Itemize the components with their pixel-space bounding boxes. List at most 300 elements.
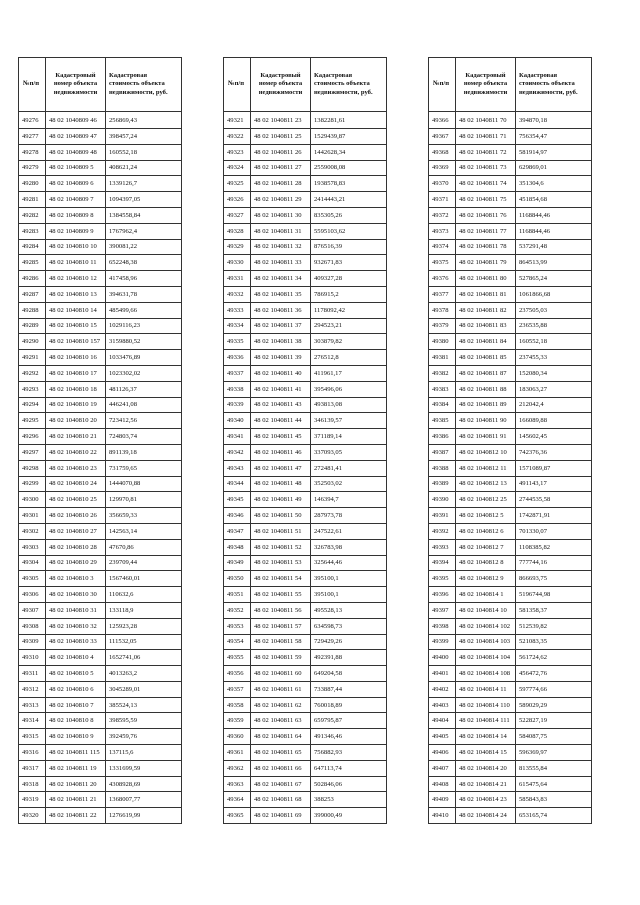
column-header-cadastral-value: Кадастровая стоимость объекта недвижимости, руб. — [106, 58, 182, 112]
cadastral-number-cell: 48 02 1040814 20 — [456, 760, 516, 776]
table-row — [19, 365, 182, 381]
cadastral-value-cell: 652248,38 — [106, 255, 182, 271]
cadastral-number-cell: 48 02 1040811 69 — [251, 808, 311, 824]
cadastral-value-cell: 408621,24 — [106, 160, 182, 176]
row-number-cell: 49298 — [19, 460, 46, 476]
table-row — [224, 587, 387, 603]
cadastral-value-cell: 634598,73 — [311, 618, 387, 634]
row-number-cell: 49302 — [19, 523, 46, 539]
row-number-cell: 49287 — [19, 286, 46, 302]
table-row — [429, 634, 592, 650]
table-row — [429, 492, 592, 508]
table-row — [429, 792, 592, 808]
cadastral-number-cell: 48 02 1040810 10 — [46, 239, 106, 255]
table-row — [224, 666, 387, 682]
table-row — [224, 176, 387, 192]
cadastral-value-cell: 276512,8 — [311, 350, 387, 366]
cadastral-value-cell: 1767962,4 — [106, 223, 182, 239]
table-row — [224, 397, 387, 413]
row-number-cell: 49282 — [19, 207, 46, 223]
cadastral-number-cell: 48 02 1040810 7 — [46, 697, 106, 713]
cadastral-value-cell: 597774,66 — [516, 681, 592, 697]
row-number-cell: 49293 — [19, 381, 46, 397]
cadastral-value-cell: 731759,65 — [106, 460, 182, 476]
row-number-cell: 49285 — [19, 255, 46, 271]
table-row — [19, 792, 182, 808]
column-header-cadastral-value: Кадастровая стоимость объекта недвижимости, руб. — [516, 58, 592, 112]
cadastral-value-cell: 596369,97 — [516, 745, 592, 761]
row-number-cell: 49295 — [19, 413, 46, 429]
row-number-cell: 49313 — [19, 697, 46, 713]
cadastral-number-cell: 48 02 1040810 11 — [46, 255, 106, 271]
cadastral-number-cell: 48 02 1040811 52 — [251, 539, 311, 555]
table-row — [19, 666, 182, 682]
row-number-cell: 49315 — [19, 729, 46, 745]
table-row — [429, 129, 592, 145]
cadastral-value-cell: 145602,45 — [516, 429, 592, 445]
cadastral-value-cell: 864513,99 — [516, 255, 592, 271]
cadastral-number-cell: 48 02 1040811 62 — [251, 697, 311, 713]
cadastral-number-cell: 48 02 1040811 22 — [46, 808, 106, 824]
table-row — [224, 476, 387, 492]
row-number-cell: 49305 — [19, 571, 46, 587]
cadastral-value-cell: 1384558,84 — [106, 207, 182, 223]
cadastral-value-cell: 287973,78 — [311, 508, 387, 524]
cadastral-number-cell: 48 02 1040811 28 — [251, 176, 311, 192]
cadastral-number-cell: 48 02 1040812 5 — [456, 508, 516, 524]
table-row — [19, 697, 182, 713]
cadastral-value-cell: 142563,14 — [106, 523, 182, 539]
table-row — [429, 381, 592, 397]
cadastral-number-cell: 48 02 1040811 56 — [251, 602, 311, 618]
cadastral-value-cell: 3045289,01 — [106, 681, 182, 697]
table-row — [224, 713, 387, 729]
cadastral-value-cell: 133118,9 — [106, 602, 182, 618]
row-number-cell: 49407 — [429, 760, 456, 776]
table-row — [19, 192, 182, 208]
cadastral-value-cell: 491143,17 — [516, 476, 592, 492]
cadastral-number-cell: 48 02 1040811 32 — [251, 239, 311, 255]
cadastral-value-cell: 395496,06 — [311, 381, 387, 397]
table-row — [19, 587, 182, 603]
row-number-cell: 49355 — [224, 650, 251, 666]
cadastral-number-cell: 48 02 1040810 19 — [46, 397, 106, 413]
table-row — [224, 760, 387, 776]
cadastral-value-cell: 160552,18 — [516, 334, 592, 350]
cadastral-value-cell: 2559008,08 — [311, 160, 387, 176]
cadastral-number-cell: 48 02 1040810 30 — [46, 587, 106, 603]
row-number-cell: 49346 — [224, 508, 251, 524]
table-row — [429, 555, 592, 571]
cadastral-value-cell: 446241,08 — [106, 397, 182, 413]
row-number-cell: 49365 — [224, 808, 251, 824]
row-number-cell: 49342 — [224, 444, 251, 460]
cadastral-value-cell: 589029,29 — [516, 697, 592, 713]
table-row — [19, 681, 182, 697]
column-header-cadastral-number: Кадастровый номер объекта недвижимости — [456, 58, 516, 112]
cadastral-value-cell: 4013263,2 — [106, 666, 182, 682]
row-number-cell: 49367 — [429, 129, 456, 145]
table-row — [19, 223, 182, 239]
table-row — [224, 160, 387, 176]
cadastral-number-cell: 48 02 1040811 88 — [456, 381, 516, 397]
cadastral-value-cell: 1331699,59 — [106, 760, 182, 776]
table-row — [429, 745, 592, 761]
cadastral-number-cell: 48 02 1040814 24 — [456, 808, 516, 824]
cadastral-number-cell: 48 02 1040809 48 — [46, 144, 106, 160]
cadastral-number-cell: 48 02 1040811 55 — [251, 587, 311, 603]
cadastral-value-cell: 152080,34 — [516, 365, 592, 381]
row-number-cell: 49377 — [429, 286, 456, 302]
table-row — [19, 650, 182, 666]
cadastral-value-cell: 756882,93 — [311, 745, 387, 761]
cadastral-number-cell: 48 02 1040810 32 — [46, 618, 106, 634]
row-number-cell: 49329 — [224, 239, 251, 255]
table-row — [429, 618, 592, 634]
cadastral-value-cell: 346139,57 — [311, 413, 387, 429]
cadastral-table-2 — [223, 57, 387, 824]
row-number-cell: 49299 — [19, 476, 46, 492]
cadastral-value-cell: 1061866,68 — [516, 286, 592, 302]
cadastral-value-cell: 485499,66 — [106, 302, 182, 318]
table-row — [19, 413, 182, 429]
table-row — [224, 129, 387, 145]
table-row — [19, 444, 182, 460]
row-number-cell: 49284 — [19, 239, 46, 255]
cadastral-number-cell: 48 02 1040810 5 — [46, 666, 106, 682]
cadastral-value-cell: 584087,75 — [516, 729, 592, 745]
table-row — [224, 144, 387, 160]
table-row — [429, 602, 592, 618]
row-number-cell: 49408 — [429, 776, 456, 792]
row-number-cell: 49278 — [19, 144, 46, 160]
cadastral-value-cell: 1382281,61 — [311, 112, 387, 129]
row-number-cell: 49288 — [19, 302, 46, 318]
cadastral-value-cell: 352503,02 — [311, 476, 387, 492]
table-row — [224, 792, 387, 808]
row-number-cell: 49387 — [429, 444, 456, 460]
table-row — [19, 112, 182, 129]
row-number-cell: 49399 — [429, 634, 456, 650]
row-number-cell: 49303 — [19, 539, 46, 555]
table-row — [224, 302, 387, 318]
cadastral-value-cell: 813555,84 — [516, 760, 592, 776]
cadastral-value-cell: 237505,03 — [516, 302, 592, 318]
cadastral-value-cell: 876516,39 — [311, 239, 387, 255]
cadastral-value-cell: 932671,83 — [311, 255, 387, 271]
table-row — [19, 334, 182, 350]
table-row — [224, 444, 387, 460]
table-row — [429, 729, 592, 745]
table-row — [224, 350, 387, 366]
column-header-cadastral-number: Кадастровый номер объекта недвижимости — [46, 58, 106, 112]
row-number-cell: 49283 — [19, 223, 46, 239]
cadastral-number-cell: 48 02 1040811 89 — [456, 397, 516, 413]
cadastral-value-cell: 371189,14 — [311, 429, 387, 445]
cadastral-number-cell: 48 02 1040811 78 — [456, 239, 516, 255]
row-number-cell: 49294 — [19, 397, 46, 413]
table-row — [224, 460, 387, 476]
cadastral-value-cell: 239709,44 — [106, 555, 182, 571]
row-number-cell: 49375 — [429, 255, 456, 271]
cadastral-number-cell: 48 02 1040812 9 — [456, 571, 516, 587]
row-number-cell: 49396 — [429, 587, 456, 603]
row-number-cell: 49370 — [429, 176, 456, 192]
table-row — [224, 681, 387, 697]
table-row — [19, 634, 182, 650]
cadastral-value-cell: 325644,46 — [311, 555, 387, 571]
cadastral-number-cell: 48 02 1040814 108 — [456, 666, 516, 682]
table-row — [19, 729, 182, 745]
table-row — [224, 112, 387, 129]
row-number-cell: 49349 — [224, 555, 251, 571]
cadastral-value-cell: 411961,17 — [311, 365, 387, 381]
cadastral-value-cell: 481126,37 — [106, 381, 182, 397]
row-number-cell: 49345 — [224, 492, 251, 508]
row-number-cell: 49402 — [429, 681, 456, 697]
cadastral-number-cell: 48 02 1040812 11 — [456, 460, 516, 476]
cadastral-value-cell: 1094397,05 — [106, 192, 182, 208]
table-row — [224, 492, 387, 508]
row-number-cell: 49339 — [224, 397, 251, 413]
table-row — [224, 555, 387, 571]
table-row — [224, 286, 387, 302]
table-row — [224, 381, 387, 397]
cadastral-value-cell: 786915,2 — [311, 286, 387, 302]
cadastral-number-cell: 48 02 1040811 49 — [251, 492, 311, 508]
table-row — [224, 634, 387, 650]
cadastral-value-cell: 1108385,82 — [516, 539, 592, 555]
row-number-cell: 49331 — [224, 271, 251, 287]
table-row — [429, 681, 592, 697]
header-row — [429, 58, 592, 112]
cadastral-number-cell: 48 02 1040814 1 — [456, 587, 516, 603]
cadastral-number-cell: 48 02 1040811 79 — [456, 255, 516, 271]
cadastral-value-cell: 492391,88 — [311, 650, 387, 666]
row-number-cell: 49397 — [429, 602, 456, 618]
row-number-cell: 49358 — [224, 697, 251, 713]
cadastral-value-cell: 303879,82 — [311, 334, 387, 350]
cadastral-value-cell: 236535,88 — [516, 318, 592, 334]
table-row — [429, 523, 592, 539]
row-number-cell: 49281 — [19, 192, 46, 208]
row-number-cell: 49337 — [224, 365, 251, 381]
cadastral-value-cell: 1168844,46 — [516, 223, 592, 239]
cadastral-value-cell: 756354,47 — [516, 129, 592, 145]
table-row — [429, 429, 592, 445]
cadastral-value-cell: 1442628,34 — [311, 144, 387, 160]
cadastral-number-cell: 48 02 1040811 25 — [251, 129, 311, 145]
cadastral-number-cell: 48 02 1040810 33 — [46, 634, 106, 650]
table-row — [429, 460, 592, 476]
table-row — [429, 539, 592, 555]
row-number-cell: 49335 — [224, 334, 251, 350]
table-row — [429, 350, 592, 366]
row-number-cell: 49290 — [19, 334, 46, 350]
cadastral-number-cell: 48 02 1040811 46 — [251, 444, 311, 460]
cadastral-number-cell: 48 02 1040814 15 — [456, 745, 516, 761]
cadastral-number-cell: 48 02 1040811 57 — [251, 618, 311, 634]
row-number-cell: 49334 — [224, 318, 251, 334]
cadastral-value-cell: 166089,88 — [516, 413, 592, 429]
cadastral-number-cell: 48 02 1040811 27 — [251, 160, 311, 176]
cadastral-number-cell: 48 02 1040811 87 — [456, 365, 516, 381]
cadastral-number-cell: 48 02 1040811 41 — [251, 381, 311, 397]
row-number-cell: 49372 — [429, 207, 456, 223]
cadastral-value-cell: 1368007,77 — [106, 792, 182, 808]
table-row — [224, 271, 387, 287]
table-row — [429, 255, 592, 271]
cadastral-number-cell: 48 02 1040809 5 — [46, 160, 106, 176]
cadastral-number-cell: 48 02 1040810 21 — [46, 429, 106, 445]
cadastral-value-cell: 388253 — [311, 792, 387, 808]
cadastral-value-cell: 729429,26 — [311, 634, 387, 650]
row-number-cell: 49373 — [429, 223, 456, 239]
table-row — [429, 239, 592, 255]
table-row — [429, 144, 592, 160]
table-row — [19, 350, 182, 366]
row-number-cell: 49410 — [429, 808, 456, 824]
row-number-cell: 49352 — [224, 602, 251, 618]
row-number-cell: 49301 — [19, 508, 46, 524]
cadastral-value-cell: 456472,76 — [516, 666, 592, 682]
cadastral-number-cell: 48 02 1040810 13 — [46, 286, 106, 302]
cadastral-number-cell: 48 02 1040811 115 — [46, 745, 106, 761]
cadastral-value-cell: 451854,68 — [516, 192, 592, 208]
table-row — [224, 223, 387, 239]
cadastral-number-cell: 48 02 1040811 75 — [456, 192, 516, 208]
table-row — [429, 776, 592, 792]
cadastral-number-cell: 48 02 1040811 73 — [456, 160, 516, 176]
cadastral-value-cell: 5595103,62 — [311, 223, 387, 239]
table-row — [19, 745, 182, 761]
cadastral-number-cell: 48 02 1040811 74 — [456, 176, 516, 192]
table-row — [224, 239, 387, 255]
cadastral-value-cell: 777744,16 — [516, 555, 592, 571]
row-number-cell: 49374 — [429, 239, 456, 255]
cadastral-value-cell: 390081,22 — [106, 239, 182, 255]
row-number-cell: 49351 — [224, 587, 251, 603]
cadastral-value-cell: 1571089,87 — [516, 460, 592, 476]
row-number-cell: 49388 — [429, 460, 456, 476]
row-number-cell: 49379 — [429, 318, 456, 334]
cadastral-number-cell: 48 02 1040810 24 — [46, 476, 106, 492]
table-row — [429, 207, 592, 223]
cadastral-number-cell: 48 02 1040811 36 — [251, 302, 311, 318]
cadastral-number-cell: 48 02 1040811 81 — [456, 286, 516, 302]
row-number-cell: 49276 — [19, 112, 46, 129]
cadastral-value-cell: 137115,6 — [106, 745, 182, 761]
row-number-cell: 49308 — [19, 618, 46, 634]
table-row — [224, 523, 387, 539]
table-row — [19, 571, 182, 587]
row-number-cell: 49292 — [19, 365, 46, 381]
cadastral-number-cell: 48 02 1040809 47 — [46, 129, 106, 145]
cadastral-value-cell: 160552,18 — [106, 144, 182, 160]
table-row — [429, 365, 592, 381]
cadastral-value-cell: 527865,24 — [516, 271, 592, 287]
column-header-cadastral-number: Кадастровый номер объекта недвижимости — [251, 58, 311, 112]
table-row — [224, 413, 387, 429]
row-number-cell: 49306 — [19, 587, 46, 603]
table-row — [224, 429, 387, 445]
row-number-cell: 49347 — [224, 523, 251, 539]
row-number-cell: 49314 — [19, 713, 46, 729]
table-row — [19, 760, 182, 776]
table-row — [224, 745, 387, 761]
cadastral-number-cell: 48 02 1040809 9 — [46, 223, 106, 239]
table-row — [19, 160, 182, 176]
cadastral-table-1 — [18, 57, 182, 824]
row-number-cell: 49297 — [19, 444, 46, 460]
table-row — [224, 602, 387, 618]
table-row — [224, 650, 387, 666]
cadastral-number-cell: 48 02 1040810 157 — [46, 334, 106, 350]
cadastral-number-cell: 48 02 1040811 30 — [251, 207, 311, 223]
row-number-cell: 49393 — [429, 539, 456, 555]
cadastral-number-cell: 48 02 1040811 65 — [251, 745, 311, 761]
row-number-cell: 49380 — [429, 334, 456, 350]
row-number-cell: 49369 — [429, 160, 456, 176]
table-row — [19, 144, 182, 160]
table-row — [19, 508, 182, 524]
cadastral-number-cell: 48 02 1040814 102 — [456, 618, 516, 634]
table-row — [429, 413, 592, 429]
cadastral-number-cell: 48 02 1040811 61 — [251, 681, 311, 697]
cadastral-number-cell: 48 02 1040810 22 — [46, 444, 106, 460]
table-row — [224, 729, 387, 745]
header-row — [224, 58, 387, 112]
row-number-cell: 49366 — [429, 112, 456, 129]
cadastral-number-cell: 48 02 1040812 7 — [456, 539, 516, 555]
table-row — [429, 713, 592, 729]
table-row — [224, 318, 387, 334]
table-row — [19, 381, 182, 397]
table-row — [224, 808, 387, 824]
table-row — [224, 334, 387, 350]
cadastral-number-cell: 48 02 1040811 60 — [251, 666, 311, 682]
row-number-cell: 49324 — [224, 160, 251, 176]
cadastral-value-cell: 724803,74 — [106, 429, 182, 445]
table-row — [429, 476, 592, 492]
cadastral-value-cell: 649204,58 — [311, 666, 387, 682]
cadastral-value-cell: 866693,75 — [516, 571, 592, 587]
cadastral-number-cell: 48 02 1040814 11 — [456, 681, 516, 697]
row-number-cell: 49357 — [224, 681, 251, 697]
cadastral-value-cell: 398457,24 — [106, 129, 182, 145]
cadastral-value-cell: 615475,64 — [516, 776, 592, 792]
table-row — [429, 397, 592, 413]
cadastral-value-cell: 701330,07 — [516, 523, 592, 539]
cadastral-value-cell: 723412,56 — [106, 413, 182, 429]
row-number-cell: 49371 — [429, 192, 456, 208]
row-number-cell: 49383 — [429, 381, 456, 397]
cadastral-number-cell: 48 02 1040811 21 — [46, 792, 106, 808]
cadastral-value-cell: 47670,86 — [106, 539, 182, 555]
cadastral-number-cell: 48 02 1040811 34 — [251, 271, 311, 287]
cadastral-value-cell: 351304,6 — [516, 176, 592, 192]
cadastral-value-cell: 1529439,87 — [311, 129, 387, 145]
table-row — [429, 112, 592, 129]
cadastral-value-cell: 561724,62 — [516, 650, 592, 666]
cadastral-number-cell: 48 02 1040811 76 — [456, 207, 516, 223]
table-row — [19, 602, 182, 618]
cadastral-number-cell: 48 02 1040812 25 — [456, 492, 516, 508]
cadastral-value-cell: 733887,44 — [311, 681, 387, 697]
cadastral-value-cell: 247522,61 — [311, 523, 387, 539]
cadastral-value-cell: 1652741,06 — [106, 650, 182, 666]
cadastral-value-cell: 399000,49 — [311, 808, 387, 824]
